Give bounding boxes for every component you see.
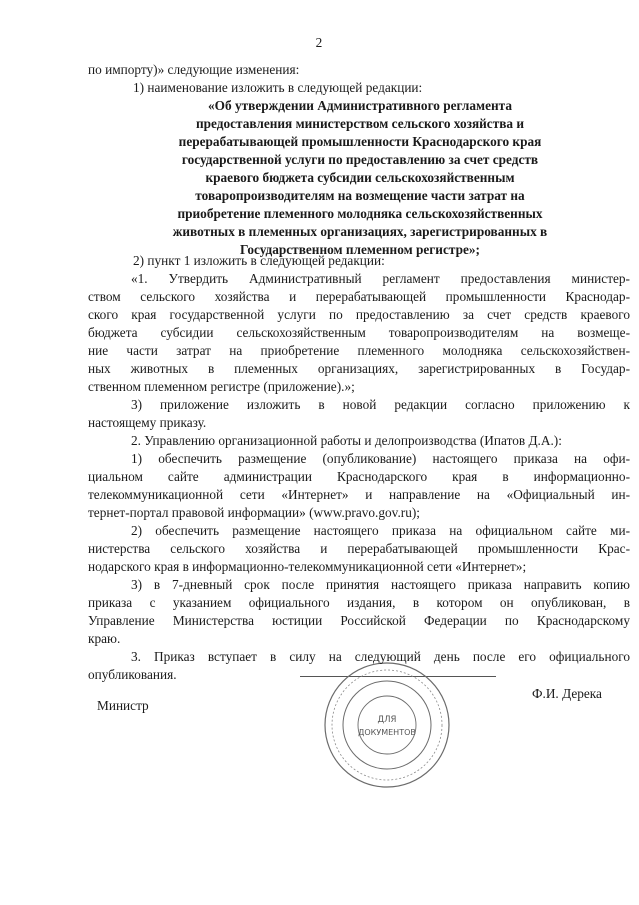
section-2-sub-1-line-3: телекоммуникационной сети «Интернет» и направление на «Официальный ин- — [88, 487, 630, 502]
point-1-line-7: ственном племенном регистре (приложение).»; — [88, 379, 355, 394]
section-2-sub-2-line-1: 2) обеспечить размещение настоящего приказа на официальном сайте ми- — [131, 523, 630, 538]
section-2-sub-3-line-3: Управление Министерства юстиции Российской Федерации по Краснодарскому — [88, 613, 630, 628]
new-title-line-6: товаропроизводителям на возмещение части затрат на — [195, 188, 525, 203]
item-1: 1) наименование изложить в следующей редакции: — [133, 80, 423, 95]
section-2-sub-3-line-4: краю. — [88, 631, 121, 646]
new-title-line-4: государственной услуги по предоставлению за счет средств — [181, 152, 539, 167]
new-title-line-7: приобретение племенного молодняка сельскохозяйственных — [177, 206, 543, 221]
section-3-line-1: 3. Приказ вступает в силу на следующий день после его официального — [131, 649, 630, 664]
stamp-text-2: ДОКУМЕНТОВ — [358, 728, 416, 737]
point-1-line-4: бюджета субсидии сельскохозяйственным товаропроизводителям на возмеще- — [88, 325, 630, 340]
stamp-seal — [322, 660, 452, 790]
item-3-line-1: 3) приложение изложить в новой редакции согласно приложению к — [131, 397, 630, 412]
section-2-sub-3-line-2: приказа с указанием официального издания, в котором он опубликован, в — [88, 595, 630, 610]
section-2-sub-3-line-1: 3) в 7-дневный срок после принятия настоящего приказа направить копию — [131, 577, 630, 592]
section-2-sub-2-line-3: нодарского края в информационно-телекоммуникационной сети «Интернет»; — [88, 559, 527, 574]
section-2-sub-2-line-2: нистерства сельского хозяйства и перерабатывающей промышленности Крас- — [88, 541, 630, 556]
intro-line: по импорту)» следующие изменения: — [88, 62, 300, 77]
item-3-line-2: настоящему приказу. — [88, 415, 207, 430]
signature-position: Министр — [97, 698, 149, 713]
new-title-line-5: краевого бюджета субсидии сельскохозяйственным — [205, 170, 515, 185]
point-1-line-6: ных животных в племенных организациях, зарегистрированных в Государ- — [88, 361, 630, 376]
new-title-line-1: «Об утверждении Административного регламента — [208, 98, 512, 113]
point-1-line-5: ние части затрат на приобретение племенного молодняка сельскохозяйствен- — [88, 343, 630, 358]
point-1-line-2: ством сельского хозяйства и перерабатывающей промышленности Краснодар- — [88, 289, 630, 304]
stamp-text-1: ДЛЯ — [377, 715, 397, 725]
section-3-line-2: опубликования. — [88, 667, 177, 682]
new-title-line-3: перерабатывающей промышленности Краснодарского края — [178, 134, 542, 149]
item-2: 2) пункт 1 изложить в следующей редакции: — [133, 253, 385, 268]
new-title-line-8: животных в племенных организациях, зарегистрированных в — [172, 224, 548, 239]
signature-name: Ф.И. Дерека — [532, 686, 602, 701]
section-2-sub-1-line-2: циальном сайте администрации Краснодарского края в информационно- — [88, 469, 630, 484]
point-1-line-1: «1. Утвердить Административный регламент предоставления министер- — [131, 271, 630, 286]
section-2-sub-1-line-1: 1) обеспечить размещение (опубликование) настоящего приказа на офи- — [131, 451, 630, 466]
new-title-line-9: Государственном племенном регистре»; — [240, 242, 480, 257]
section-2-sub-1-line-4: тернет-портал правовой информации» (www.pravo.gov.ru); — [88, 505, 420, 520]
section-2-heading: 2. Управлению организационной работы и делопроизводства (Ипатов Д.А.): — [131, 433, 562, 448]
new-title-line-2: предоставления министерством сельского хозяйства и — [195, 116, 525, 131]
point-1-line-3: ского края государственной услуги по предоставлению за счет средств краевого — [88, 307, 630, 322]
page-number: 2 — [315, 35, 323, 50]
